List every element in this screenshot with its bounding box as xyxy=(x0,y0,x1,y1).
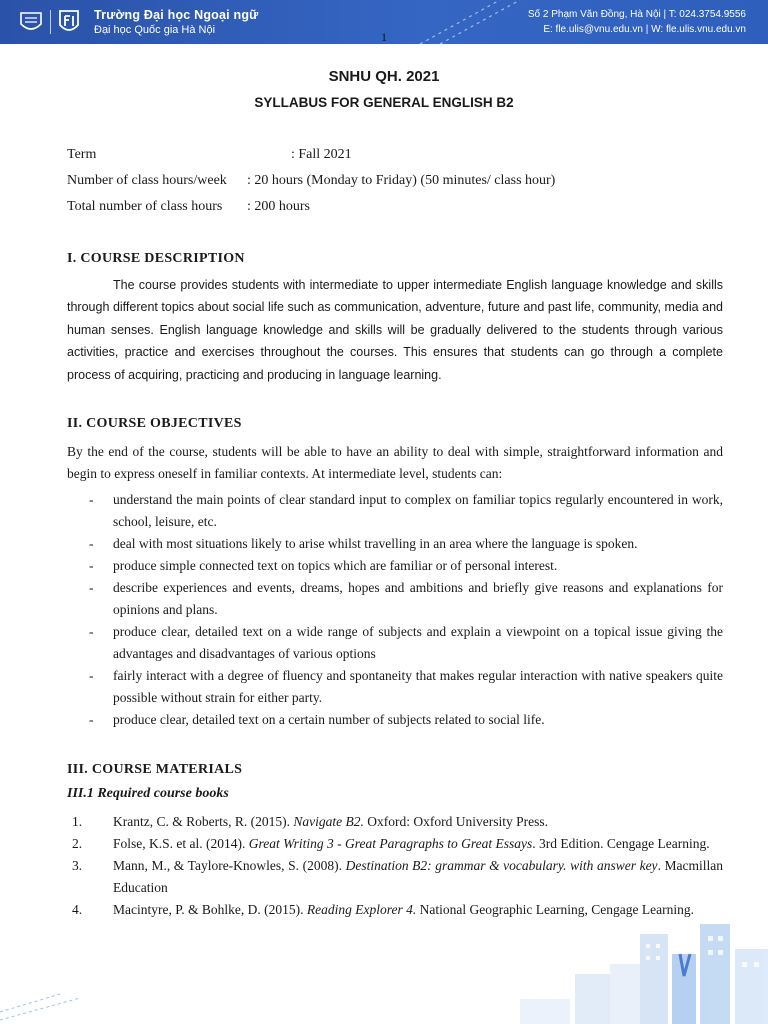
book-number: 4. xyxy=(72,902,83,917)
info-label: Total number of class hours xyxy=(67,199,223,214)
contact-address: Số 2 Phạm Văn Đồng, Hà Nội | T: 024.3754.9556 xyxy=(527,9,746,20)
document-title: SNHU QH. 2021 xyxy=(328,68,440,85)
book-number: 3. xyxy=(72,858,83,873)
list-item: - produce clear, detailed text on a certain number of subjects related to social life. xyxy=(89,712,545,727)
list-item: 3. Mann, M., & Taylore-Knowles, S. (2008). Destination B2: grammar & vocabulary. with answer key. Macmillan Education xyxy=(67,855,723,899)
info-value: : 20 hours (Monday to Friday) (50 minutes/ class hour) xyxy=(247,173,556,188)
section-heading-materials: III. COURSE MATERIALS xyxy=(67,762,243,777)
book-title: Destination B2: grammar & vocabulary. with answer key xyxy=(345,858,658,873)
book-number: 1. xyxy=(72,814,83,829)
objectives-list xyxy=(67,489,723,731)
document-subtitle: SYLLABUS FOR GENERAL ENGLISH B2 xyxy=(254,95,514,110)
book-title: Navigate B2. xyxy=(293,814,364,829)
university-subtitle: Đại học Quốc gia Hà Nội xyxy=(94,24,216,36)
footer-skyline-decoration xyxy=(0,914,768,1024)
info-term xyxy=(67,147,352,163)
required-books-subheading: III.1 Required course books xyxy=(67,786,229,801)
list-item: - produce clear, detailed text on a wide range of subjects and explain a viewpoint on a topical issue giving the advantages and disadvantages of various options xyxy=(89,624,723,661)
info-value: : 200 hours xyxy=(247,199,310,214)
info-hours-week xyxy=(67,173,556,189)
list-item: - fairly interact with a degree of fluency and spontaneity that makes regular interaction with native speakers quite possible without strain for either party. xyxy=(89,668,723,705)
books-list xyxy=(67,811,723,921)
contact-email-web: E: fle.ulis@vnu.edu.vn | W: fle.ulis.vnu.edu.vn xyxy=(543,24,746,35)
section-heading-objectives: II. COURSE OBJECTIVES xyxy=(67,416,242,431)
list-item: 1. Krantz, C. & Roberts, R. (2015). Navigate B2. Oxford: Oxford University Press. xyxy=(67,811,723,833)
list-item: - deal with most situations likely to arise whilst travelling in an area where the language is spoken. xyxy=(89,536,638,551)
info-value: : Fall 2021 xyxy=(291,147,352,162)
section-heading-description: I. COURSE DESCRIPTION xyxy=(67,251,245,266)
page-number: 1 xyxy=(381,30,387,44)
info-label: Number of class hours/week xyxy=(67,173,227,188)
list-item: - understand the main points of clear standard input to complex on familiar topics regularly encountered in work, school, leisure, etc. xyxy=(89,492,723,529)
book-number: 2. xyxy=(72,836,83,851)
university-name: Trường Đại học Ngoại ngữ xyxy=(94,8,259,22)
info-total-hours xyxy=(67,199,310,215)
course-description-text: The course provides students with intermediate to upper intermediate English language knowledge and skills through different topics about social life such as communication, adventure, future and past life, community, media and human senses. English language knowledge and skills will be gradually delivered to the students through various activities, practice and exercises throughout the courses. This ensures that students can go through a complete process of acquiring, practicing and producing in language learning. xyxy=(67,278,723,382)
list-item: - produce simple connected text on topics which are familiar or of personal interest. xyxy=(89,558,558,573)
list-item: 2. Folse, K.S. et al. (2014). Great Writing 3 - Great Paragraphs to Great Essays. 3rd Edition. Cengage Learning. xyxy=(67,833,723,855)
list-item: - describe experiences and events, dreams, hopes and ambitions and briefly give reasons and explanations for opinions and plans. xyxy=(89,580,723,617)
list-item: 4. Macintyre, P. & Bohlke, D. (2015). Reading Explorer 4. National Geographic Learning, Cengage Learning. xyxy=(67,899,723,921)
objectives-intro: By the end of the course, students will be able to have an ability to deal with simple, straightforward information and begin to express oneself in familiar contexts. At intermediate level, students can: xyxy=(67,444,723,481)
book-title: Great Writing 3 - Great Paragraphs to Great Essays xyxy=(248,836,533,851)
book-title: Reading Explorer 4. xyxy=(306,902,417,917)
info-label: Term xyxy=(67,147,97,162)
